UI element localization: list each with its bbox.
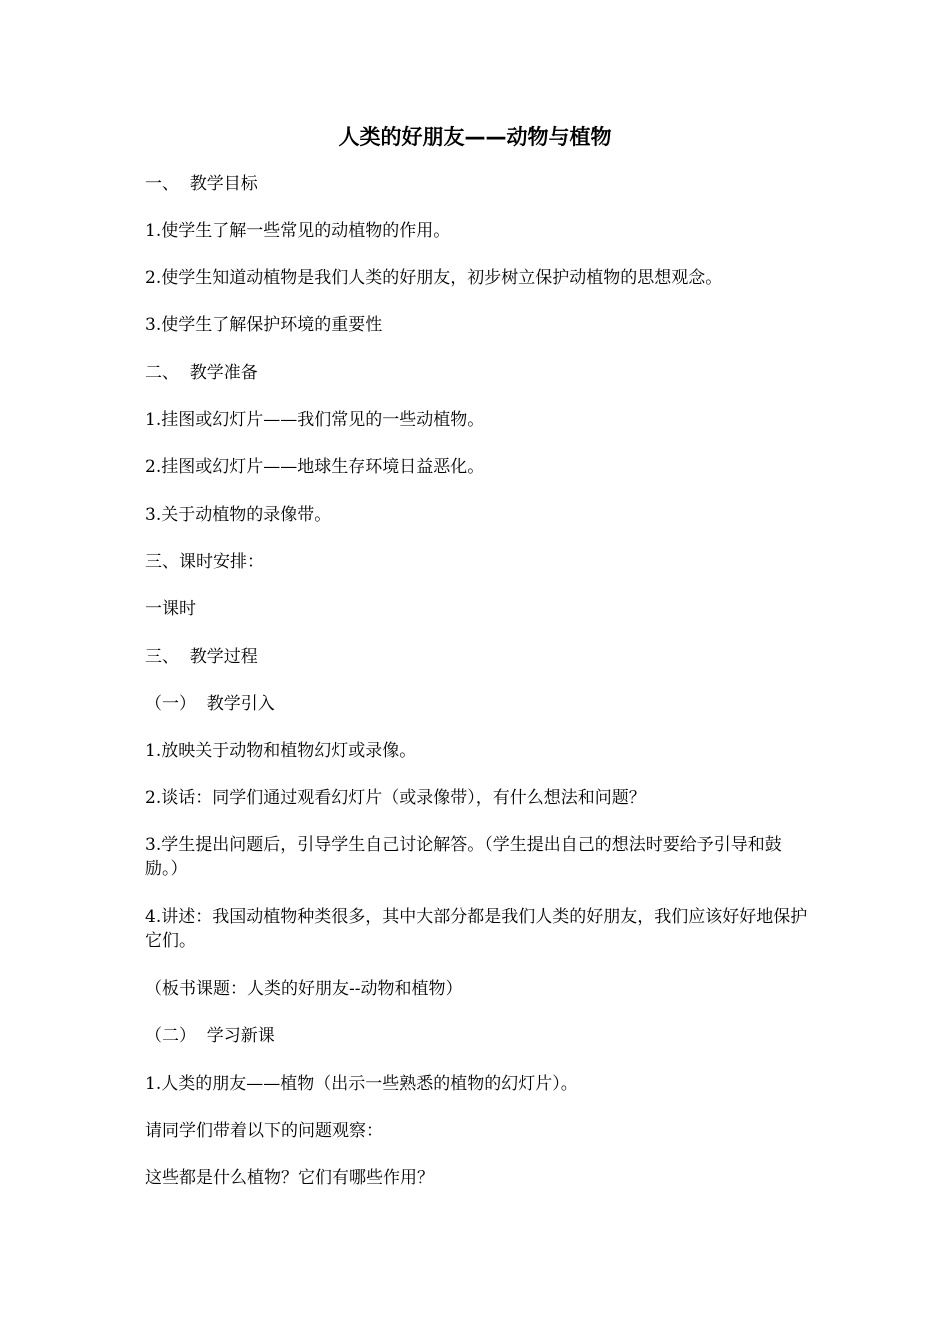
goal-item-3: 3.使学生了解保护环境的重要性	[145, 315, 383, 335]
subsection-heading-introduction: （一） 教学引入	[145, 694, 275, 714]
goal-item-1: 1.使学生了解一些常见的动植物的作用。	[145, 221, 451, 241]
new-lesson-item-1: 1.人类的朋友——植物（出示一些熟悉的植物的幻灯片）。	[145, 1074, 578, 1094]
introduction-item-3: 3.学生提出问题后，引导学生自己讨论解答。（学生提出自己的想法时要给予引导和鼓励。）	[145, 835, 782, 879]
observation-prompt: 请同学们带着以下的问题观察：	[145, 1121, 383, 1141]
goal-item-2: 2.使学生知道动植物是我们人类的好朋友，初步树立保护动植物的思想观念。	[145, 268, 723, 288]
observation-questions: 这些都是什么植物？它们有哪些作用？	[145, 1168, 434, 1188]
preparation-item-3: 3.关于动植物的录像带。	[145, 505, 332, 525]
subsection-heading-new-lesson: （二） 学习新课	[145, 1026, 275, 1046]
blackboard-topic-note: （板书课题：人类的好朋友--动物和植物）	[145, 979, 463, 999]
introduction-item-2: 2.谈话：同学们通过观看幻灯片（或录像带），有什么想法和问题？	[145, 788, 646, 808]
section-heading-teaching-goals: 一、 教学目标	[145, 174, 258, 194]
section-heading-teaching-process: 三、 教学过程	[145, 647, 258, 667]
section-heading-schedule: 三、课时安排：	[145, 552, 264, 572]
document-title: 人类的好朋友——动物与植物	[338, 125, 612, 149]
introduction-item-4: 4.讲述：我国动植物种类很多，其中大部分都是我们人类的好朋友，我们应该好好地保护它们。	[145, 907, 808, 951]
preparation-item-1: 1.挂图或幻灯片——我们常见的一些动植物。	[145, 410, 485, 430]
introduction-item-1: 1.放映关于动物和植物幻灯或录像。	[145, 741, 417, 761]
schedule-text: 一课时	[145, 599, 196, 619]
preparation-item-2: 2.挂图或幻灯片——地球生存环境日益恶化。	[145, 457, 485, 477]
section-heading-teaching-preparation: 二、 教学准备	[145, 363, 258, 383]
